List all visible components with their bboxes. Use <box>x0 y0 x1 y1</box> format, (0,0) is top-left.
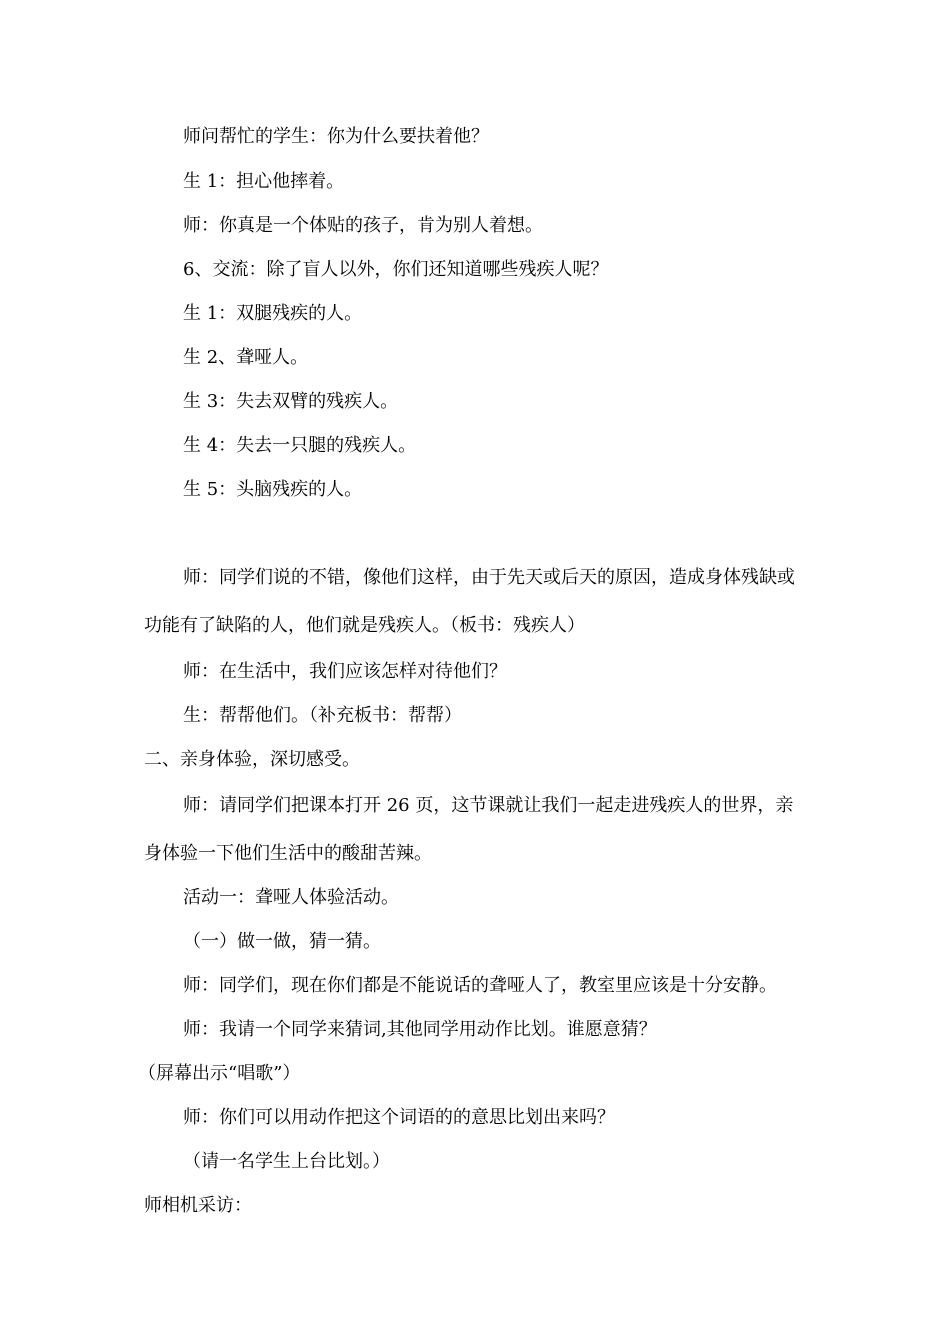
text-line: 活动一：聋哑人体验活动。 <box>183 887 399 908</box>
text-line: 生 4：失去一只腿的残疾人。 <box>183 435 417 456</box>
text-line: （一）做一做，猜一猜。 <box>183 931 381 952</box>
text-line: （屏幕出示“唱歌”） <box>138 1063 301 1084</box>
text-line: 生：帮帮他们。（补充板书：帮帮） <box>183 705 462 726</box>
text-line: 师：同学们，现在你们都是不能说话的聋哑人了，教室里应该是十分安静。 <box>183 975 777 996</box>
text-line: 师问帮忙的学生：你为什么要扶着他？ <box>183 126 489 147</box>
text-line: 师相机采访： <box>144 1195 252 1216</box>
text-line: 师：请同学们把课本打开 26 页，这节课就让我们一起走进残疾人的世界，亲 <box>183 795 794 816</box>
text-line: 师：在生活中，我们应该怎样对待他们？ <box>183 661 507 682</box>
text-line: 6、交流：除了盲人以外，你们还知道哪些残疾人呢？ <box>183 259 609 280</box>
text-line: 师：我请一个同学来猜词,其他同学用动作比划。谁愿意猜？ <box>183 1019 657 1040</box>
text-line: 生 1：担心他摔着。 <box>183 171 345 192</box>
text-line: 生 1：双腿残疾的人。 <box>183 303 363 324</box>
text-line: 功能有了缺陷的人，他们就是残疾人。（板书：残疾人） <box>144 615 585 636</box>
text-line: （请一名学生上台比划。） <box>183 1151 390 1172</box>
section-heading: 二、亲身体验，深切感受。 <box>144 749 360 770</box>
text-line: 生 5：头脑残疾的人。 <box>183 479 363 500</box>
text-line: 生 2、聋哑人。 <box>183 347 309 368</box>
text-line: 师：同学们说的不错，像他们这样，由于先天或后天的原因，造成身体残缺或 <box>183 567 795 588</box>
text-line: 师：你真是一个体贴的孩子，肯为别人着想。 <box>183 215 543 236</box>
text-line: 生 3：失去双臂的残疾人。 <box>183 391 399 412</box>
text-line: 身体验一下他们生活中的酸甜苦辣。 <box>144 843 432 864</box>
text-line: 师：你们可以用动作把这个词语的的意思比划出来吗？ <box>183 1107 615 1128</box>
